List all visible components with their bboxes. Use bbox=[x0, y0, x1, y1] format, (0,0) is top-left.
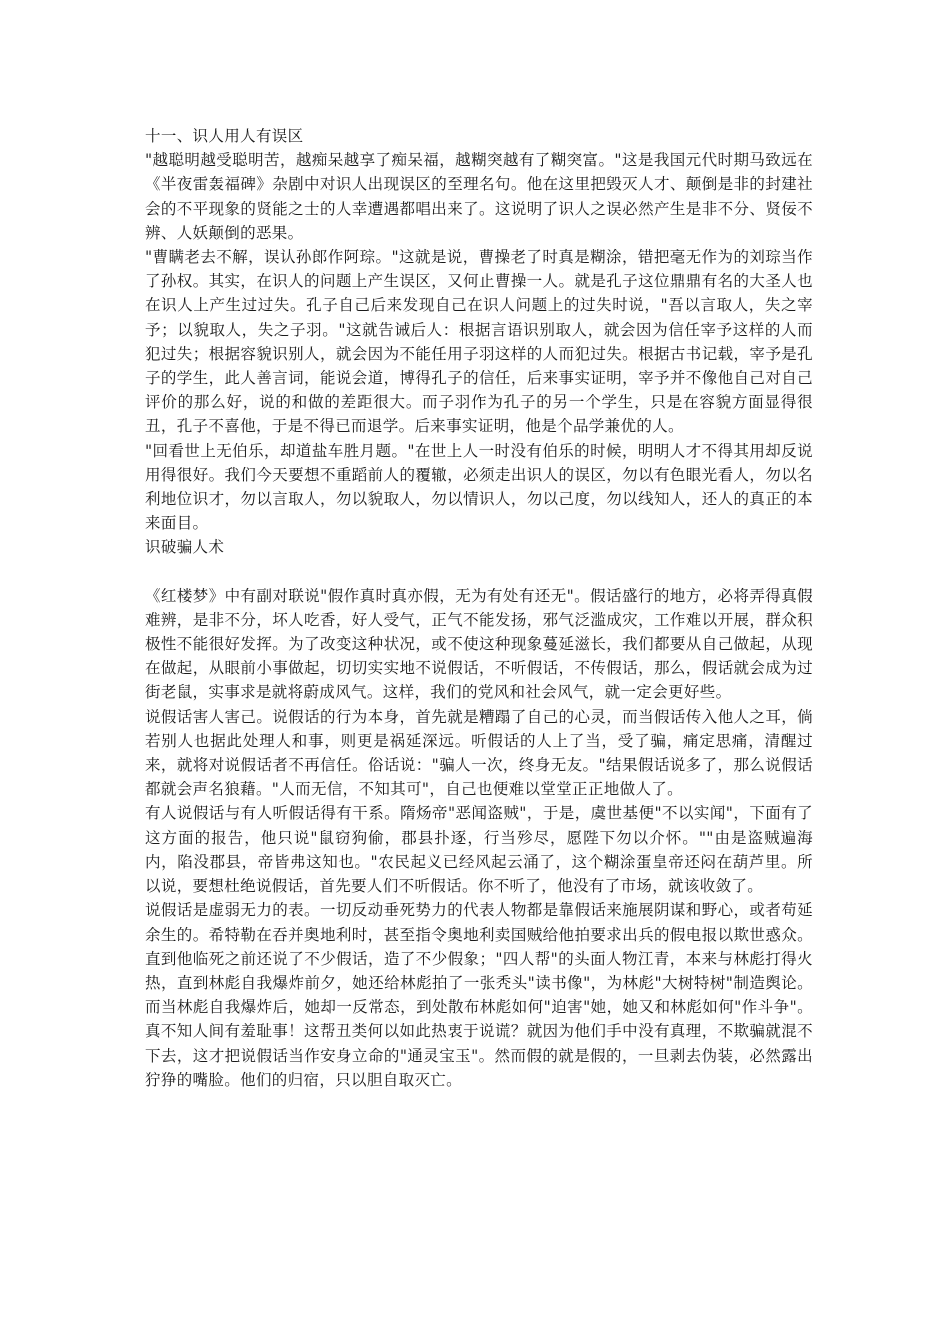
paragraph: 说假话害人害己。说假话的行为本身，首先就是糟蹋了自己的心灵，而当假话传入他人之耳，倘若别人也据此处理人和事，则更是祸延深远。听假话的人上了当，受了骗，痛定思痛，清醒过来，就将对说假话者不再信任。俗话说："骗人一次，终身无友。"结果假话说多了，那么说假话都就会声名狼藉。"人而无信，不知其可"，自己也便难以堂堂正正地做人了。 bbox=[145, 707, 813, 799]
paragraph: "曹瞒老去不解，误认孙郎作阿琮。"这就是说，曹操老了时真是糊涂，错把毫无作为的刘琮当作了孙权。其实，在识人的问题上产生误区，又何止曹操一人。就是孔子这位鼎鼎有名的大圣人也在识人上产生过过失。孔子自己后来发现自己在识人问题上的过失时说，"吾以言取人，失之宰予；以貌取人，失之子羽。"这就告诫后人：根据言语识别取人，就会因为信任宰予这样的人而犯过失；根据容貌识别人，就会因为不能任用子羽这样的人而犯过失。根据古书记载，宰予是孔子的学生，此人善言词，能说会道，博得孔子的信任，后来事实证明，宰予并不像他自己对自己评价的那么好，说的和做的差距很大。而子羽作为孔子的另一个学生，只是在容貌方面显得很丑，孔子不喜他，于是不得已而退学。后来事实证明，他是个品学兼优的人。 bbox=[145, 248, 813, 436]
paragraph: 《红楼梦》中有副对联说"假作真时真亦假，无为有处有还无"。假话盛行的地方，必将弄得真假难辨，是非不分，坏人吃香，好人受气，正气不能发扬，邪气泛滥成灾，工作难以开展，群众积极性不能很好发挥。为了改变这种状况，或不使这种现象蔓延滋长，我们都要从自己做起，从现在做起，从眼前小事做起，切切实实地不说假话，不听假话，不传假话，那么，假话就会成为过街老鼠，实事求是就将蔚成风气。这样，我们的党风和社会风气，就一定会更好些。 bbox=[145, 586, 813, 702]
paragraph: 说假话是虚弱无力的表。一切反动垂死势力的代表人物都是靠假话来施展阴谋和野心，或者苟延余生的。希特勒在吞并奥地利时，甚至指令奥地利卖国贼给他拍要求出兵的假电报以欺世惑众。直到他临死之前还说了不少假话，造了不少假象；"四人帮"的头面人物江青，本来与林彪打得火热，直到林彪自我爆炸前夕，她还给林彪拍了一张秃头"读书像"，为林彪"大树特树"制造舆论。而当林彪自我爆炸后，她却一反常态，到处散布林彪如何"迫害"她，她又和林彪如何"作斗争"。真不知人间有羞耻事！这帮丑类何以如此热衷于说谎？就因为他们手中没有真理，不欺骗就混不下去，这才把说假话当作安身立命的"通灵宝玉"。然而假的就是假的，一旦剥去伪装，必然露出狞狰的嘴脸。他们的归宿，只以胆自取灭亡。 bbox=[145, 901, 813, 1089]
paragraph: "越聪明越受聪明苦，越痴呆越享了痴呆福，越糊突越有了糊突富。"这是我国元代时期马致远在《半夜雷轰福碑》杂剧中对识人出现误区的至理名句。他在这里把毁灭人才、颠倒是非的封建社会的不平现象的贤能之士的人幸遭遇都唱出来了。这说明了识人之误必然产生是非不分、贤佞不辨、人妖颠倒的恶果。 bbox=[145, 151, 813, 242]
section-title-misjudging-people: 十一、识人用人有误区 bbox=[145, 127, 304, 145]
document-page bbox=[145, 124, 813, 1092]
section-title-see-through-deception: 识破骗人术 bbox=[145, 538, 225, 557]
paragraph: "回看世上无伯乐，却道盐车胜月题。"在世上人一时没有伯乐的时候，明明人才不得其用却反说用得很好。我们今天要想不重蹈前人的覆辙，必须走出识人的误区，勿以有色眼光看人，勿以名利地位识才，勿以言取人，勿以貌取人，勿以情识人，勿以己度，勿以线知人，还人的真正的本来面目。 bbox=[145, 441, 813, 533]
paragraph: 有人说假话与有人听假话得有干系。隋炀帝"恶闻盗贼"，于是，虞世基便"不以实闻"，下面有了这方面的报告，他只说"鼠窃狗偷，郡县扑逐，行当殄尽，愿陛下勿以介怀。""由是盗贼遍海内，陷没郡县，帝皆弗这知也。"农民起义已经风起云涌了，这个糊涂蛋皇帝还闷在葫芦里。所以说，要想杜绝说假话，首先要人们不听假话。你不听了，他没有了市场，就该收敛了。 bbox=[145, 804, 813, 896]
blank-line bbox=[145, 560, 813, 584]
